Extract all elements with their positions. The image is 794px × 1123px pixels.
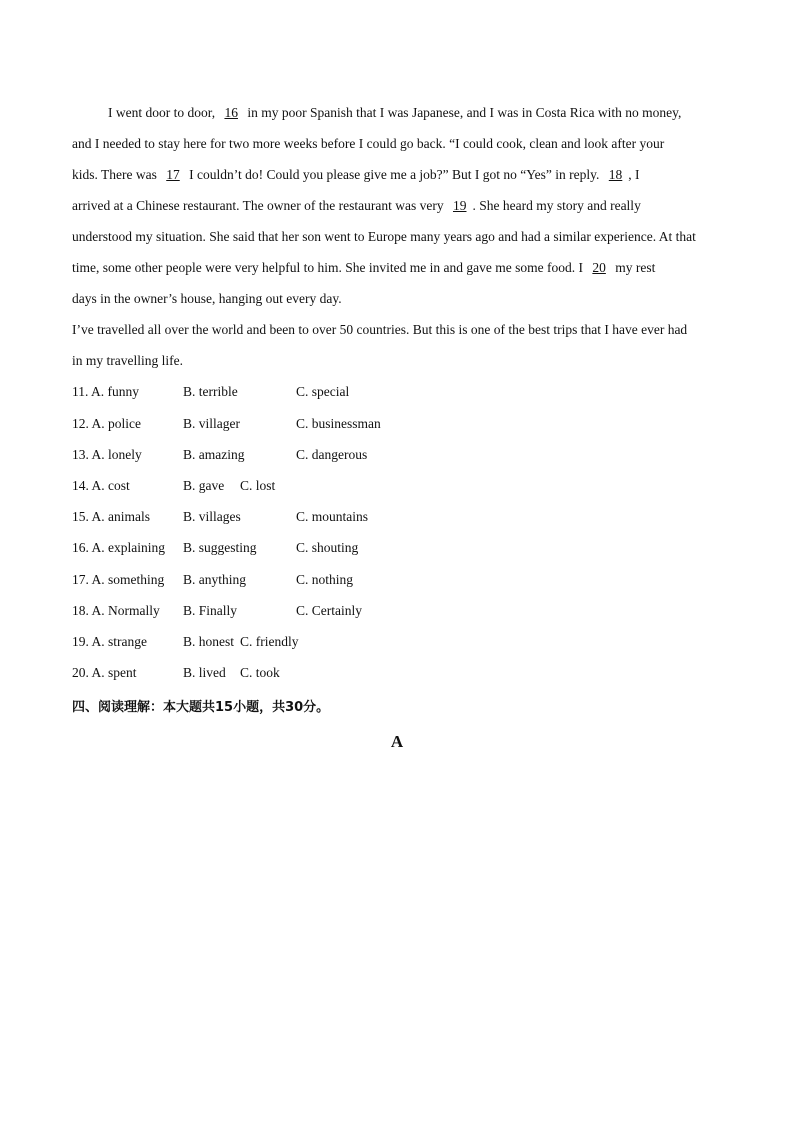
option-a[interactable]: 18. A. Normally (72, 603, 160, 618)
option-c[interactable]: C. nothing (296, 572, 354, 587)
passage-line: days in the owner’s house, hanging out every day. (72, 291, 342, 306)
option-c[interactable]: C. businessman (296, 416, 381, 431)
option-c[interactable]: C. shouting (296, 540, 359, 555)
option-b[interactable]: B. terrible (183, 384, 238, 399)
option-a[interactable]: 13. A. lonely (72, 447, 142, 462)
option-b[interactable]: B. villages (183, 509, 241, 524)
blank-19[interactable]: 19 (452, 198, 467, 213)
option-a[interactable]: 11. A. funny (72, 384, 139, 399)
passage-line: time, some other people were very helpful to him. She invited me in and gave me some food. I 20 my rest (72, 260, 656, 275)
option-c[interactable]: C. mountains (296, 509, 369, 524)
option-a[interactable]: 20. A. spent (72, 665, 137, 680)
option-a[interactable]: 19. A. strange (72, 634, 147, 649)
option-b[interactable]: B. anything (183, 572, 246, 587)
option-c[interactable]: C. special (296, 384, 350, 399)
option-b[interactable]: B. amazing (183, 447, 245, 462)
option-a[interactable]: 14. A. cost (72, 478, 130, 493)
passage-line: in my travelling life. (72, 353, 183, 368)
blank-20[interactable]: 20 (592, 260, 606, 275)
option-b[interactable]: B. Finally (183, 603, 238, 618)
option-b[interactable]: B. villager (183, 416, 240, 431)
blank-17[interactable]: 17 (166, 167, 180, 182)
option-b[interactable]: B. honest (183, 634, 235, 649)
option-c[interactable]: C. dangerous (296, 447, 368, 462)
option-a[interactable]: 12. A. police (72, 416, 141, 431)
blank-16[interactable]: 16 (224, 105, 238, 120)
passage-line: understood my situation. She said that her son went to Europe many years ago and had a similar experience. At that (72, 229, 696, 244)
option-a[interactable]: 17. A. something (72, 572, 165, 587)
option-b[interactable]: B. lived (183, 665, 226, 680)
passage-line: kids. There was 17 I couldn’t do! Could you please give me a job?” But I got no “Yes” in reply. 18 , I (72, 167, 640, 182)
option-b[interactable]: B. suggesting (183, 540, 257, 555)
option-c[interactable]: C. friendly (240, 634, 299, 649)
passage-paragraph-1 (72, 97, 724, 314)
option-c[interactable]: C. Certainly (296, 603, 362, 618)
passage-line: and I needed to stay here for two more weeks before I could go back. “I could cook, clean and look after your (72, 136, 665, 151)
blank-18[interactable]: 18 (608, 167, 623, 182)
option-b[interactable]: B. gave (183, 478, 225, 493)
option-a[interactable]: 15. A. animals (72, 509, 150, 524)
option-c[interactable]: C. took (240, 665, 280, 680)
passage-line: arrived at a Chinese restaurant. The owner of the restaurant was very 19 . She heard my story and really (72, 198, 641, 213)
option-a[interactable]: 16. A. explaining (72, 540, 165, 555)
passage-heading: A (390, 732, 404, 751)
passage-line: I’ve travelled all over the world and been to over 50 countries. But this is one of the best trips that I have ever had (72, 322, 688, 337)
option-c[interactable]: C. lost (240, 478, 276, 493)
section-title: 四、阅读理解：本大题共15小题，共30分。 (72, 700, 330, 715)
passage-paragraph-2 (72, 314, 724, 376)
passage-line: I went door to door, 16 in my poor Spanish that I was Japanese, and I was in Costa Rica with no money, (108, 105, 682, 120)
